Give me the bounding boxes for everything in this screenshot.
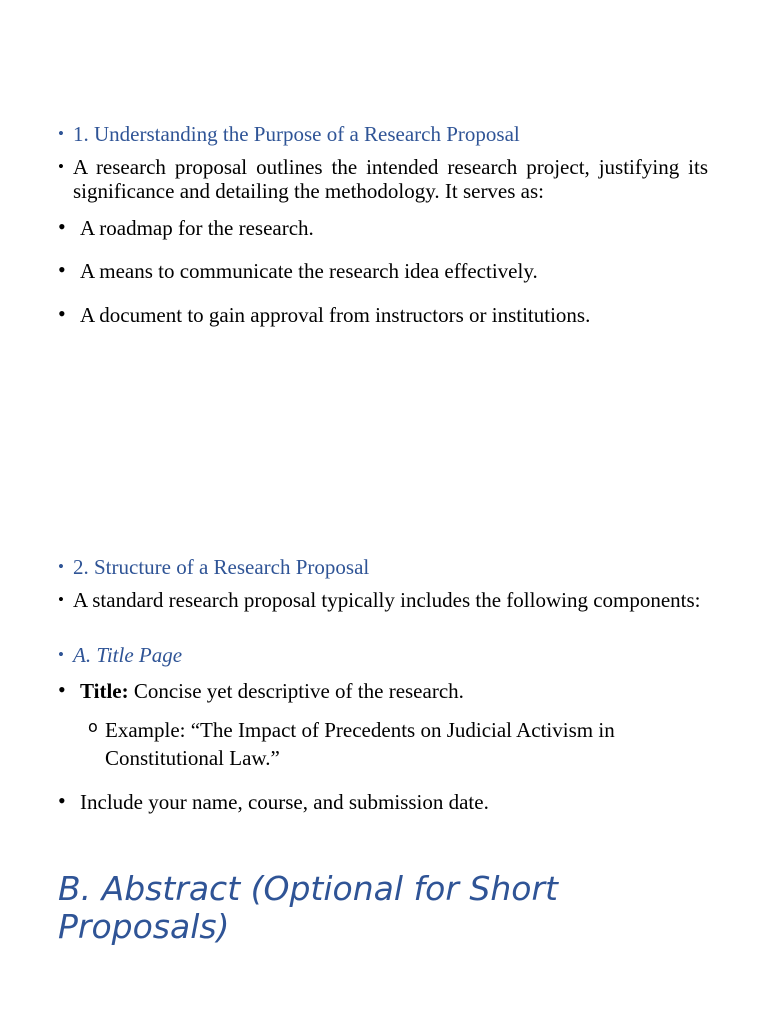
- list-item-text: A document to gain approval from instructors or institutions.: [80, 303, 591, 327]
- section2-intro-row: [58, 588, 708, 612]
- section2-subheading-row: [58, 643, 708, 667]
- bullet-icon: •: [58, 157, 64, 176]
- section1-heading-row: [58, 122, 708, 146]
- bullet-icon: •: [58, 677, 66, 702]
- abstract-heading: B. Abstract (Optional for Short Proposals): [58, 869, 558, 946]
- section2-intro: A standard research proposal typically includes the following components:: [73, 588, 701, 612]
- title-description: Concise yet descriptive of the research.: [128, 679, 464, 703]
- list-item: [58, 303, 708, 327]
- list-item-text: A roadmap for the research.: [80, 216, 314, 240]
- bullet-icon: •: [58, 301, 66, 326]
- sub-list-item: [88, 716, 668, 772]
- bullet-icon: •: [58, 645, 64, 664]
- bullet-icon: •: [58, 788, 66, 813]
- title-label: Title:: [80, 679, 129, 703]
- section1-heading: 1. Understanding the Purpose of a Research Proposal: [73, 122, 520, 146]
- list-item-text: A means to communicate the research idea effectively.: [80, 259, 538, 283]
- example-text: Example: “The Impact of Precedents on Judicial Activism in Constitutional Law.”: [105, 718, 615, 770]
- list-item-text: [80, 679, 464, 703]
- list-item: [58, 259, 708, 283]
- list-item: [58, 790, 708, 814]
- bullet-icon: •: [58, 124, 64, 143]
- bullet-icon: •: [58, 557, 64, 576]
- bullet-icon: •: [58, 214, 66, 239]
- list-item: [58, 216, 708, 240]
- section2-heading-row: [58, 555, 708, 579]
- bullet-icon: •: [58, 590, 64, 609]
- section1-intro-row: [58, 155, 708, 203]
- section1-intro: A research proposal outlines the intended research project, justifying its significance and detailing the methodology. It serves as:: [73, 155, 708, 203]
- list-item-text: Include your name, course, and submission date.: [80, 790, 489, 814]
- bullet-icon: •: [58, 257, 66, 282]
- list-item: [58, 679, 708, 703]
- section2-heading: 2. Structure of a Research Proposal: [73, 555, 370, 579]
- sub-bullet-icon: o: [88, 717, 98, 736]
- title-page-subheading: A. Title Page: [73, 643, 183, 667]
